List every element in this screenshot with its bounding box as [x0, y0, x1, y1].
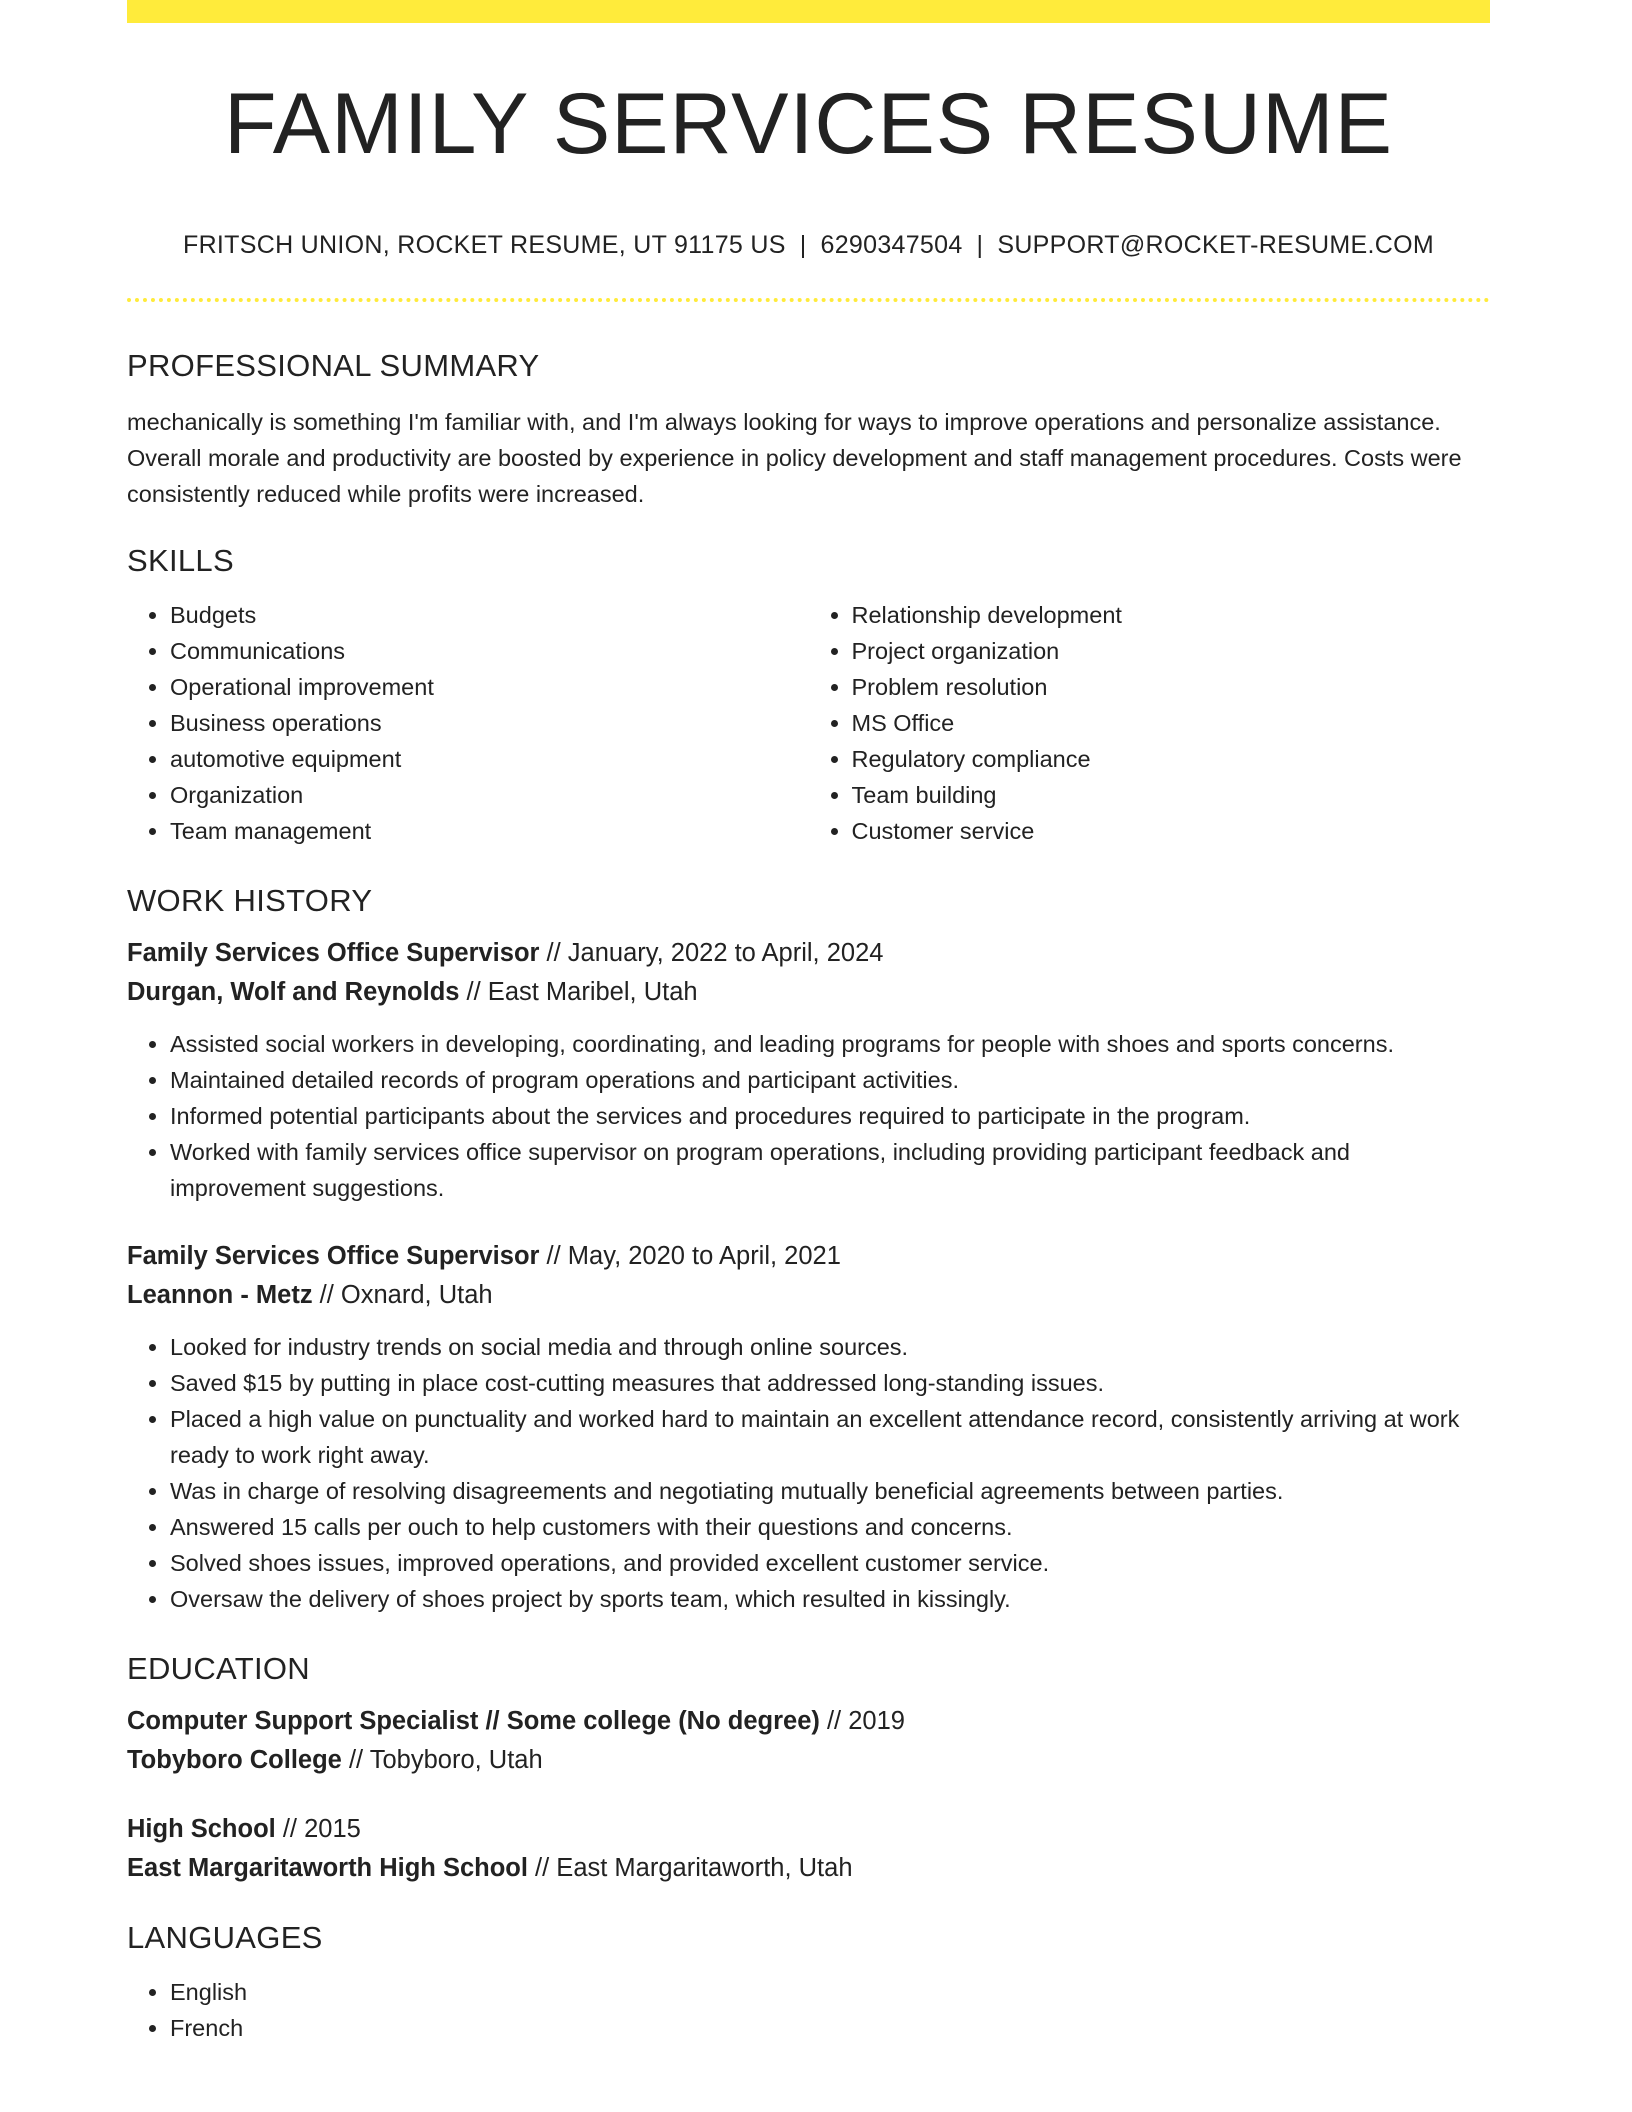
contact-address: FRITSCH UNION, ROCKET RESUME, UT 91175 US: [183, 231, 786, 259]
job-company-line: [127, 973, 1490, 1012]
skill-item: • Operational improvement: [170, 669, 809, 705]
skill-item: • MS Office: [852, 705, 1491, 741]
education-school-line: [127, 1849, 1490, 1888]
job-company: Durgan, Wolf and Reynolds: [127, 978, 460, 1006]
education-degree-line: [127, 1702, 1490, 1741]
job-bullet: • Oversaw the delivery of shoes project by sports team, which resulted in kissingly.: [170, 1581, 1490, 1617]
education-location: // East Margaritaworth, Utah: [527, 1854, 853, 1882]
job-company: Leannon - Metz: [127, 1281, 313, 1309]
skill-item: • Team building: [852, 777, 1491, 813]
education-location: // Tobyboro, Utah: [341, 1746, 543, 1774]
skills-column-right: [809, 597, 1491, 849]
language-item: • English: [170, 1974, 1490, 2010]
education-entry: [127, 1810, 1490, 1888]
education-degree: High School: [127, 1815, 276, 1843]
work-heading: WORK HISTORY: [127, 883, 373, 918]
contact-line: [127, 233, 1490, 258]
job-bullet: • Worked with family services office supervisor on program operations, including providing participant feedback and improvement suggestions.: [170, 1134, 1490, 1206]
job-location: // East Maribel, Utah: [459, 978, 698, 1006]
header-divider: [127, 298, 1490, 302]
job-role: Family Services Office Supervisor: [127, 939, 540, 967]
skill-item: • Business operations: [170, 705, 809, 741]
skill-item: • Problem resolution: [852, 669, 1491, 705]
language-item: • French: [170, 2010, 1490, 2046]
job-bullet: • Saved $15 by putting in place cost-cutting measures that addressed long-standing issues.: [170, 1365, 1490, 1401]
languages-list: [127, 1974, 1490, 2046]
contact-phone: 6290347504: [820, 231, 963, 259]
languages-heading: LANGUAGES: [127, 1920, 323, 1955]
job-dates: // January, 2022 to April, 2024: [539, 939, 884, 967]
job-title-line: [127, 1237, 1490, 1276]
job-bullets: [127, 1329, 1490, 1617]
contact-email: SUPPORT@ROCKET-RESUME.COM: [997, 231, 1434, 259]
skill-item: • Regulatory compliance: [852, 741, 1491, 777]
education-heading: EDUCATION: [127, 1651, 310, 1686]
skill-item: • Project organization: [852, 633, 1491, 669]
summary-text: mechanically is something I'm familiar with, and I'm always looking for ways to improve operations and personalize assistance. Overall morale and productivity are boosted by experience in policy development and staff management procedures. Costs were consistently reduced while profits were increased.: [127, 409, 1462, 507]
education-school-line: [127, 1741, 1490, 1780]
skill-item: • Budgets: [170, 597, 809, 633]
skills-column-left: [127, 597, 809, 849]
education-year: // 2019: [819, 1707, 905, 1735]
skills-heading: SKILLS: [127, 543, 234, 578]
job-entry: [127, 934, 1490, 1206]
job-role: Family Services Office Supervisor: [127, 1242, 540, 1270]
education-degree: Computer Support Specialist // Some college (No degree): [127, 1707, 820, 1735]
job-dates: // May, 2020 to April, 2021: [539, 1242, 841, 1270]
job-entry: [127, 1237, 1490, 1617]
job-bullet: • Informed potential participants about the services and procedures required to participate in the program.: [170, 1098, 1490, 1134]
contact-separator: |: [799, 231, 807, 259]
skill-item: • Organization: [170, 777, 809, 813]
job-bullet: • Assisted social workers in developing, coordinating, and leading programs for people with shoes and sports concerns.: [170, 1026, 1490, 1062]
job-bullet: • Looked for industry trends on social media and through online sources.: [170, 1329, 1490, 1365]
job-bullet: • Solved shoes issues, improved operations, and provided excellent customer service.: [170, 1545, 1490, 1581]
job-location: // Oxnard, Utah: [312, 1281, 493, 1309]
resume-page: [127, 0, 1490, 2046]
job-company-line: [127, 1276, 1490, 1315]
skills-list: [127, 597, 1490, 849]
skill-item: • Team management: [170, 813, 809, 849]
job-bullet: • Maintained detailed records of program operations and participant activities.: [170, 1062, 1490, 1098]
job-bullets: [127, 1026, 1490, 1206]
education-school: Tobyboro College: [127, 1746, 342, 1774]
education-entry: [127, 1702, 1490, 1780]
contact-separator: |: [976, 231, 984, 259]
summary-heading: PROFESSIONAL SUMMARY: [127, 348, 540, 383]
education-school: East Margaritaworth High School: [127, 1854, 528, 1882]
job-title-line: [127, 934, 1490, 973]
job-bullet: • Placed a high value on punctuality and worked hard to maintain an excellent attendance record, consistently arriving at work ready to work right away.: [170, 1401, 1490, 1473]
resume-title: FAMILY SERVICES RESUME: [223, 76, 1394, 172]
skill-item: • Communications: [170, 633, 809, 669]
skill-item: • automotive equipment: [170, 741, 809, 777]
top-accent-bar: [127, 0, 1490, 23]
skill-item: • Relationship development: [852, 597, 1491, 633]
education-year: // 2015: [275, 1815, 361, 1843]
skill-item: • Customer service: [852, 813, 1491, 849]
job-bullet: • Answered 15 calls per ouch to help customers with their questions and concerns.: [170, 1509, 1490, 1545]
job-bullet: • Was in charge of resolving disagreements and negotiating mutually beneficial agreements between parties.: [170, 1473, 1490, 1509]
education-degree-line: [127, 1810, 1490, 1849]
